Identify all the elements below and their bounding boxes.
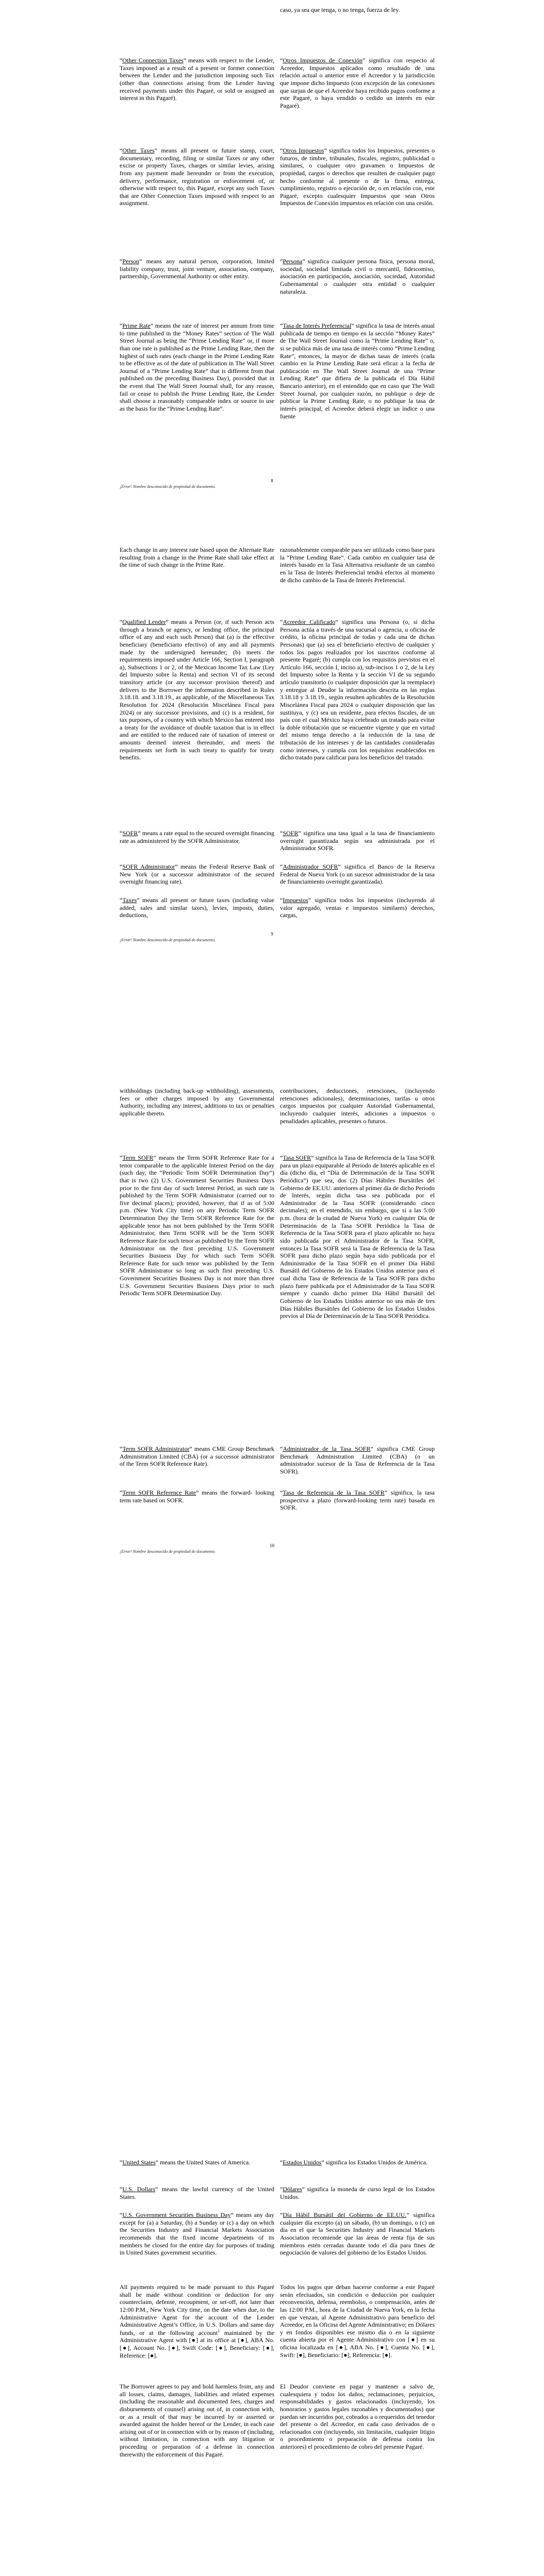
definition-es: “SOFR” significa una tasa igual a la tasa de financiamiento overnight garantizada según sea administrada por el Administrador SOFR.: [280, 829, 435, 852]
page-number: 9: [271, 931, 273, 937]
definition-en: “Taxes” means all present or future taxes (including value added, sales and similar taxes), levies, imposts, duties, deductions,: [120, 896, 274, 919]
definition-en: “United States” means the United States of America.: [120, 2159, 251, 2166]
document-property-error: ¡Error! Nombre desconocido de propiedad de documento.: [120, 1549, 216, 1554]
definition-es: “Tasa de Interés Preferencial” significa la tasa de interés anual publicada de tiempo en tiempo en la sección “Money Rates” de The Wall Street Journal como la “Prime Lending Rate” o, si se publica más de una tasa de interés como “Prime Lending Rate”, entonces, la mayor de dichas tasas de interés (cada cambio en la Prime Lending Rate será eficaz a la fecha de publicación en The Wall Street Journal de una “Prime Lending Rate” que difiera de la publicada el Día Hábil Bancario anterior), en el entendido que en caso que The Wall Street Journal, por cualquier razón, no publique o deje de publicar la Prime Lending Rate, o no publique la tasa de interés principal, el Acreedor deberá elegir un índice o una fuente: [280, 322, 435, 420]
paragraph-en: Each change in any interest rate based upon the Alternate Rate resulting from a change in the Prime Rate shall take effect at the time of such change in the Prime Rate.: [120, 546, 274, 569]
page-10: [0, 1082, 544, 1752]
page-number: 10: [270, 1543, 274, 1548]
document-property-error: ¡Error! Nombre desconocido de propiedad de documento.: [120, 484, 216, 489]
definition-en: “Term SOFR Reference Rate” means the forward- looking term rate based on SOFR.: [120, 1489, 274, 1504]
payments-paragraph-es: Todos los pagos que deban hacerse conforme a este Pagaré serán efectuados, sin condición o deducción por cualquier reconvención, defensa, reembolso, o compensación, antes de las 12:00 P.M., hora de la Ciudad de Nueva York, en la fecha en que venzan, al Agente Administrativo para beneficio del Acreedor, en la Oficina del Agente Administrativo; en Dólares y en fondos disponibles ese mismo día o en la siguiente cuenta abierta por el Agente Administrativo con [●] en su oficina localizada en [●], ABA No. [●], Cuenta No. [●], Swift: [●], Beneficiario: [●], Referencia: [●].: [280, 2283, 435, 2359]
page-number: 8: [271, 478, 273, 483]
definition-es: “Estados Unidos” significa los Estados Unidos de América.: [280, 2159, 427, 2166]
indemnity-paragraph-en: The Borrower agrees to pay and hold harmless from, any and all losses, claims, damages, liabilities and related expenses (including the reasonable and documented fees, charges and disbursements of counsel) arising out of, in connection with, or as a result of that may be incurred by or asserted or awarded against the holder hereof or the Lender, in each case arising out of or in connection with or by reason of (including, without limitation, in connection with any litigation or proceeding or preparation of a defense in connection therewith) the enforcement of this Pagaré.: [120, 2383, 274, 2458]
page-11: [0, 2154, 544, 2576]
definition-en: “U.S. Government Securities Business Day” means any day except for (a) a Saturday, (b) a Sunday or (c) a day on which the Securities Industry and Financial Markets Association recommends that the fixed income departments of its members be closed for the entire day for purposes of trading in United States government securities.: [120, 2211, 275, 2257]
paragraph-en: withholdings (including back-up withholding), assessments, fees or other charges imposed by any Governmental Authority, including any interest, additions to tax or penalties applicable thereto.: [120, 1087, 274, 1117]
continuation-text-es: caso, ya sea que tenga, o no tenga, fuerza de ley.: [280, 6, 400, 13]
definition-en: “Term SOFR” means the Term SOFR Reference Rate for a tenor comparable to the applicable Interest Period on the day (such day, the “Periodic Term SOFR Determination Day”) that is two (2) U.S. Government Securities Business Days prior to the first day of such Interest Period, as such rate is published by the Term SOFR Administrator (carried out to five decimal places); provided, however, that if as of 5:00 p.m. (New York City time) on any Periodic Term SOFR Determination Day the Term SOFR Reference Rate for the applicable tenor has not been published by the Term SOFR Administrator, then Term SOFR will be the Term SOFR Reference Rate for such tenor as published by the Term SOFR Administrator on the first preceding U.S. Government Securities Business Day for which such Term SOFR Reference Rate for such tenor was published by the Term SOFR Administrator so long as such first preceding U.S. Government Securities Business Day is not more than three U.S. Government Securities Business Days prior to such Periodic Term SOFR Determination Day.: [120, 1154, 275, 1297]
definition-es: “Tasa SOFR” significa la Tasa de Referencia de la Tasa SOFR para un plazo equiparable al Periodo de Interés aplicable en el día (dicho día, el “Día de Determinación de la Tasa SOFR Periódica”) que sea, dos (2) Días Hábiles Bursátiles del Gobierno de EE.UU. anteriores al primer día de dicho Periodo de Interés, según dicha tasa sea publicada por el Administrador de la Tasa SOFR (considerando cinco decimales); en el entendido, sin embargo, que si a las 5:00 p.m. (hora de la ciudad de Nueva York) en cualquier Día de Determinación de la Tasa SOFR Periódica la Tasa de Referencia de la Tasa SOFR para el plazo aplicable no haya sido publicada por el Administrador de la Tasa SOFR, entonces la Tasa SOFR será la Tasa de Referencia de la Tasa SOFR para dicho plazo según haya sido publicada por el Administrador de la Tasa SOFR en el primer Día Hábil Bursátil del Gobierno de los Estados Unidos anterior para el cual dicha Tasa de Referencia de la Tasa SOFR para dicho plazo fuere publicada por el Administrador de la Tasa SOFR siempre y cuando dicho primer Día Hábil Bursátil del Gobierno de los Estados Unidos anterior no sea más de tres Días Hábiles Bursátiles del Gobierno de los Estados Unidos previos al Día de Determinación de la Tasa SOFR Periódica.: [280, 1154, 435, 1320]
definition-es: “Otros Impuestos de Conexión” significa con respecto al Acreedor, Impuestos aplicados como resultado de una relación actual o anterior entre el Acreedor y la jurisdicción que impone dicho Impuesto (con excepción de las conexiones que surjan de que el Acreedor haya recibido pagos conforme a este Pagaré, o haya vendido o cedido un interés en este Pagaré).: [280, 57, 435, 109]
definition-es: “Otros Impuestos” significa todos los Impuestos, presentes o futuros, de timbre, tribunales, fiscales, registro, publicidad o similares, o cualquier otro gravamen o Impuestos de propiedad, cargos o derechos que resulten de cualquier pago hecho conforme al presente o de la firma, entrega, cumplimiento, registro o ejecución de, o en relación con, este Pagaré, excepto cualesquier Impuestos que sean Otros Impuestos de Conexión impuestos en relación con una cesión.: [280, 147, 435, 207]
footnote-reference: 1: [218, 2328, 220, 2333]
definition-en: “Prime Rate” means the rate of interest per annum from time to time published in the “Money Rates” section of The Wall Street Journal as being the “Prime Lending Rate” or, if more than one rate is published as the Prime Lending Rate, then the highest of such rates (each change in the Prime Lending Rate to be effective as of the date of publication in The Wall Street Journal of a “Prime Lending Rate” that is different from that published on the preceding Business Day), provided that in the event that The Wall Street Journal shall, for any reason, fail or cease to publish the Prime Lending Rate, the Lender shall choose a reasonably comparable index or source to use as the basis for the “Prime Lending Rate”.: [120, 322, 275, 412]
definition-es: “Tasa de Referencia de la Tasa SOFR” significa, la tasa prospectiva a plazo (forward-looking term rate) basada en SOFR.: [280, 1489, 435, 1512]
definition-es: “Impuestos” significa todos los impuestos (incluyendo al valor agregado, ventas e impuestos similares) derechos, cargas,: [280, 896, 435, 919]
definition-en: “Qualified Lender” means a Person (or, if such Person acts through a branch or agency, or lending office, the principal office of any and each such Person) that (a) is the effective beneficiary (beneficiario efectivo) of any and all payments made by the undersigned hereunder; (b) meets the requirements imposed under Article 166, Section I, paragraph a), Subsections 1 or 2, of the Mexican Income Tax Law (Ley del Impuesto sobre la Renta) and section VI of its second transitory article (or any successor provision thereof) and delivers to the Borrower the information described in Rules 3.18.18. and 3.18.19., as applicable, of the Miscellaneous Tax Resolution for 2024 (Resolución Miscelánea Fiscal para 2024) or any successor provisions, and (c) is a resident, for tax purposes, of a country with which Mexico has entered into a treaty for the avoidance of double taxation that is in effect and are entitled to the reduced rate of taxation of interest or amounts deemed interest thereunder, and meets the requirements set forth in such treaty to qualify for treaty benefits.: [120, 618, 275, 761]
definition-es: “Administrador SOFR” significa el Banco de la Reserva Federal de Nueva York (o un sucesor administrador de la tasa de financiamiento overnight garantizada).: [280, 863, 435, 886]
document-property-error: ¡Error! Nombre desconocido de propiedad de documento.: [120, 938, 216, 942]
definition-en: “SOFR Administrator” means the Federal Reserve Bank of New York (or a successor administrator of the secured overnight financing rate).: [120, 863, 274, 886]
definition-en: “U.S. Dollars” means the lawful currency of the United States.: [120, 2185, 274, 2200]
definition-en: “Person” means any natural person, corporation, limited liability company, trust, joint venture, association, company, partnership, Governmental Authority or other entity.: [120, 258, 274, 280]
paragraph-es: contribuciones, deducciones, retenciones, (incluyendo retenciones adicionales), determinaciones, tarifas u otros cargos impuestos por cualquier Autoridad Gubernamental, incluyendo cualquier interés, adiciones a impuestos o penalidades aplicables, presentes o futuros.: [280, 1087, 435, 1125]
definition-en: “Term SOFR Administrator” means CME Group Benchmark Administration Limited (CBA) (or a successor administrator of the Term SOFR Reference Rate).: [120, 1445, 274, 1468]
definition-es: “Persona” significa cualquier persona física, persona moral, sociedad, sociedad limitada civil o mercantil, fideicomiso, asociación en participación, asociación, sociedad, Autoridad Gubernamental o cualquier otra entidad o cualquier naturaleza.: [280, 258, 435, 295]
indemnity-paragraph-es: El Deudor conviene en pagar y mantener a salvo de, cualesquiera y todos los daños, reclamaciones, perjuicios, responsabilidades y gastos relacionados (incluyendo, los honorarios y gastos legales razonables y documentados) que puedan ser incurridos por, cobrados a o requeridos del tenedor del presente o del Acreedor, en cada caso derivados de o relacionados con (incluyendo, sin limitación, cualquier litigio o procedimiento o preparación de defensa contra los anteriores) el procedimiento de cobro del presente Pagaré.: [280, 2383, 435, 2450]
definition-es: “Día Hábil Bursátil del Gobierno de EE.UU.” significa cualquier día excepto (a) un sábado, (b) un domingo, o (c) un día en el que la Securities Industry and Financial Markets Association recomiende que las áreas de renta fija de sus miembros estén cerradas durante todo el día para fines de negociación de valores del gobierno de los Estados Unidos.: [280, 2211, 435, 2257]
definition-en: “SOFR” means a rate equal to the secured overnight financing rate as administered by the SOFR Administrator.: [120, 829, 274, 844]
definition-en: “Other Connection Taxes” means with respect to the Lender, Taxes imposed as a result of a present or former connection between the Lender and the jurisdiction imposing such Tax (other than connections arising from the Lender having received payments under this Pagaré, or sold or assigned an interest in this Pagaré).: [120, 57, 274, 102]
definition-es: “Administrador de la Tasa SOFR” significa CME Group Benchmark Administration Limited (CBA) (o un administrador sucesor de la Tasa de Referencia de la Tasa SOFR).: [280, 1445, 435, 1475]
definition-es: “Dólares” significa la moneda de curso legal de los Estados Unidos.: [280, 2185, 435, 2200]
payments-paragraph-en: All payments required to be made pursuant to this Pagaré shall be made without condition or deduction for any counterclaim, defense, recoupment, or set-off, not later than 12:00 P.M., New York City time, on the date when due, to the Administrative Agent for the account of the Lender Administrative Agent’s Office, in U.S. Dollars and same day funds, or at the following account$^1$ maintained by the Administrative Agent with [●] at its office at [●], ABA No. [●], Account No. [●], Swift Code: [●], Beneficiary: [●], Reference: [●].: [120, 2283, 274, 2359]
paragraph-es: razonablemente comparable para ser utilizado como base para la “Prime Lending Rate”. Cada cambio en cualquier tasa de interés basado en la Tasa Alternativa resultante de un cambio en la Tasa de Interés Preferencial tendrá efectos al momento de dicho cambio de la Tasa de Interés Preferencial.: [280, 546, 435, 584]
definition-es: “Acreedor Calificado” significa una Persona (o, si dicha Persona actúa a través de una sucursal o agencia, u oficina de crédito, la oficina principal de todas y cada una de dichas Personas) que (a) sea el beneficiario efectivo de cualquier y todos los pagos realizados por los suscritos conforme al presente Pagaré; (b) cumpla con los requisitos previstos en el Artículo 166, sección I, inciso a), sub-incisos 1 o 2, de la Ley del Impuesto sobre la Renta y la sección VI de su segundo artículo transitorio (o cualquier disposición que la reemplace) y entregue al Deudor la información descrita en las reglas 3.18.18 y 3.18.19., según resulten aplicables de la Resolución Miscelánea Fiscal para 2024 o cualquier disposición que las sustituya, y (c) sea un residente, para efectos fiscales, de un país con el cual México haya celebrado un tratado para evitar la doble tributación que se encuentre vigente y que en virtud del mismo tenga derecho a la reducción de la tasa de tributación de los intereses y de las cantidades consideradas como intereses, y cumpla con los requisitos establecidos en dicho tratado para calificar para los beneficios del tratado.: [280, 618, 435, 761]
definition-en: “Other Taxes” means all present or future stamp, court, documentary, recording, filing or similar Taxes or any other excise or property Taxes, charges or similar levies, arising from any payment made hereunder or from the execution, delivery, performance, registration or enforcement of, or otherwise with respect to, this Pagaré, except any such Taxes that are Other Connection Taxes imposed with respect to an assignment.: [120, 147, 274, 207]
